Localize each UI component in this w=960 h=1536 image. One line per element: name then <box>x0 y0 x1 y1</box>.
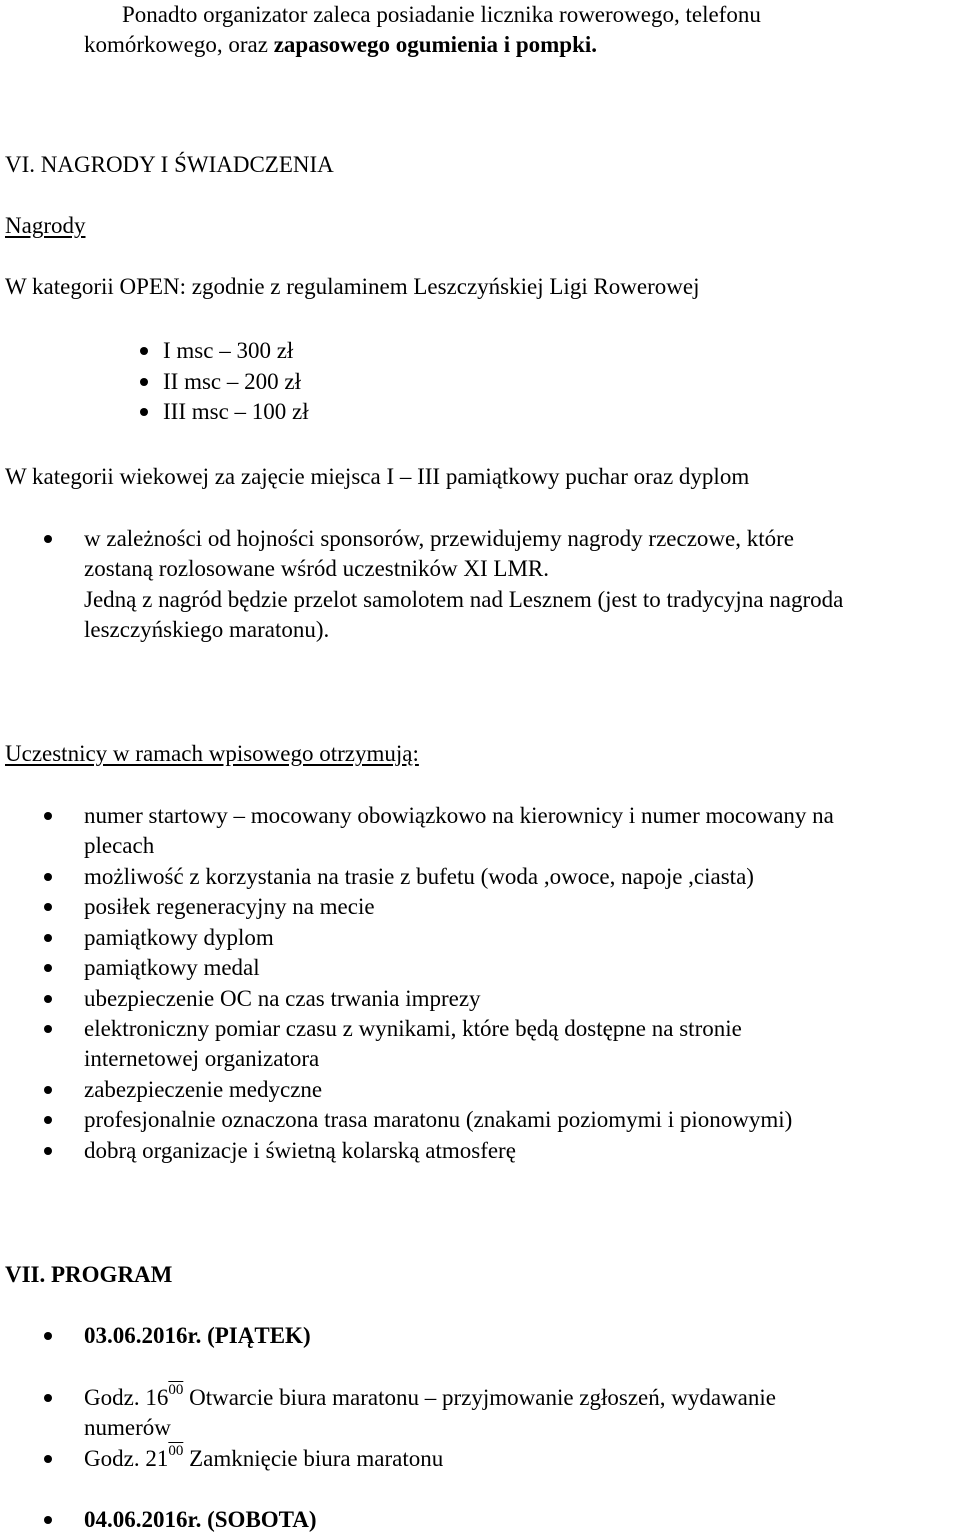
section-7-heading: VII. PROGRAM <box>5 1262 173 1287</box>
age-category-text: W kategorii wiekowej za zajęcie miejsca I – III pamiątkowy puchar oraz dyplom <box>5 464 750 489</box>
program-item-1-minutes: 00 <box>168 1382 184 1399</box>
bullet-icon <box>44 812 52 820</box>
bullet-icon <box>140 378 148 386</box>
prize-item-3: III msc – 100 zł <box>163 399 309 424</box>
sponsor-line-1: w zależności od hojności sponsorów, przewidujemy nagrody rzeczowe, które <box>84 526 795 551</box>
prizes-subheading: Nagrody <box>5 213 86 238</box>
prize-item-1: I msc – 300 zł <box>163 338 294 363</box>
benefit-item: zabezpieczenie medyczne <box>84 1077 323 1102</box>
intro-line-1: Ponadto organizator zaleca posiadanie licznika rowerowego, telefonu <box>122 2 761 27</box>
program-item-2-prefix: Godz. 21 <box>84 1446 169 1471</box>
bullet-icon <box>44 535 52 543</box>
sponsor-line-3: Jedną z nagród będzie przelot samolotem nad Lesznem (jest to tradycyjna nagroda <box>84 587 844 612</box>
bullet-icon <box>44 1147 52 1155</box>
bullet-icon <box>44 1116 52 1124</box>
bullet-icon <box>44 903 52 911</box>
program-item-1-prefix: Godz. 16 <box>84 1385 169 1410</box>
bullet-icon <box>44 1025 52 1033</box>
program-item-2 <box>84 1444 443 1475</box>
bullet-icon <box>44 934 52 942</box>
sponsor-line-4: leszczyńskiego maratonu). <box>84 617 330 642</box>
bullet-icon <box>44 1394 52 1402</box>
sponsor-line-2: zostaną rozlosowane wśród uczestników XI LMR. <box>84 556 549 581</box>
benefit-item: możliwość z korzystania na trasie z bufetu (woda ,owoce, napoje ,ciasta) <box>84 864 754 889</box>
benefit-item: numer startowy – mocowany obowiązkowo na kierownicy i numer mocowany na <box>84 803 834 828</box>
program-item-1-continued: numerów <box>84 1415 171 1440</box>
bullet-icon <box>44 995 52 1003</box>
bullet-icon <box>44 1455 52 1463</box>
intro-line-2 <box>84 30 597 61</box>
prize-item-2: II msc – 200 zł <box>163 369 301 394</box>
benefit-item: posiłek regeneracyjny na mecie <box>84 894 375 919</box>
benefit-item: pamiątkowy medal <box>84 955 260 980</box>
program-item-2-text: Zamknięcie biura maratonu <box>183 1446 444 1471</box>
program-item-2-minutes: 00 <box>168 1443 184 1460</box>
participants-heading: Uczestnicy w ramach wpisowego otrzymują: <box>5 741 419 766</box>
open-category-text: W kategorii OPEN: zgodnie z regulaminem Leszczyńskiej Ligi Rowerowej <box>5 274 700 299</box>
benefit-item-continued: internetowej organizatora <box>84 1046 320 1071</box>
bullet-icon <box>44 873 52 881</box>
section-6-heading: VI. NAGRODY I ŚWIADCZENIA <box>5 152 334 177</box>
program-day-2: 04.06.2016r. (SOBOTA) <box>84 1507 317 1532</box>
bullet-icon <box>44 1332 52 1340</box>
benefit-item: ubezpieczenie OC na czas trwania imprezy <box>84 986 481 1011</box>
bullet-icon <box>44 1086 52 1094</box>
intro-line-2-bold: zapasowego ogumienia i pompki. <box>273 32 598 57</box>
program-day-1: 03.06.2016r. (PIĄTEK) <box>84 1323 311 1348</box>
benefit-item: pamiątkowy dyplom <box>84 925 274 950</box>
bullet-icon <box>140 347 148 355</box>
bullet-icon <box>140 408 148 416</box>
bullet-icon <box>44 1516 52 1524</box>
program-item-1-text: Otwarcie biura maratonu – przyjmowanie zgłoszeń, wydawanie <box>183 1385 776 1410</box>
benefit-item: dobrą organizacje i świetną kolarską atmosferę <box>84 1138 516 1163</box>
bullet-icon <box>44 964 52 972</box>
program-item-1 <box>84 1383 776 1414</box>
benefit-item: elektroniczny pomiar czasu z wynikami, które będą dostępne na stronie <box>84 1016 742 1041</box>
benefit-item-continued: plecach <box>84 833 155 858</box>
benefit-item: profesjonalnie oznaczona trasa maratonu (znakami poziomymi i pionowymi) <box>84 1107 793 1132</box>
intro-line-2-plain: komórkowego, oraz <box>84 32 274 57</box>
